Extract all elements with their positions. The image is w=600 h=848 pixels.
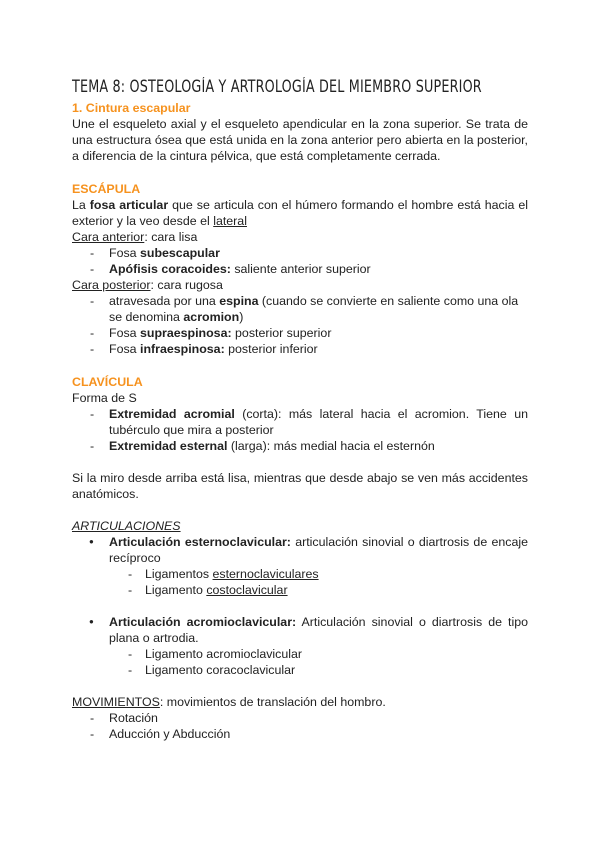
bold-term: acromion	[183, 310, 240, 324]
paragraph-fosa-articular	[72, 197, 528, 229]
text-span: posterior inferior	[224, 342, 318, 356]
text-span: Fosa	[109, 342, 140, 356]
list-item: - Ligamento coracoclavicular	[72, 662, 528, 678]
movimientos-line	[72, 694, 528, 710]
text-span: (corta): más lateral hacia el acromion. Tiene un tubérculo que mira a posterior	[109, 407, 528, 437]
cara-anterior-label: Cara anterior	[72, 230, 145, 244]
paragraph-nota-clavicula: Si la miro desde arriba está lisa, mientras que desde abajo se ven más accidentes anatómicos.	[72, 471, 528, 501]
movimientos-list	[72, 710, 528, 742]
bold-term: Articulación esternoclavicular:	[109, 535, 291, 549]
text-span: Ligamento	[145, 583, 207, 597]
text-span: articulación sinovial o diartrosis de encaje recíproco	[109, 535, 528, 565]
bold-term: Apófisis coracoides:	[109, 262, 231, 276]
list-item	[72, 245, 528, 261]
cara-posterior-line	[72, 277, 528, 293]
text-span: La	[72, 198, 90, 212]
text-span: Fosa	[109, 246, 140, 260]
bold-term: infraespinosa:	[140, 342, 225, 356]
bold-term: espina	[219, 294, 259, 308]
text-span: atravesada por una	[109, 294, 220, 308]
ligamentos-list-2	[72, 646, 528, 678]
text-span: Articulación sinovial o diartrosis de tipo plana o artrodia.	[109, 615, 529, 645]
list-item	[72, 438, 528, 454]
forma-line: Forma de S	[72, 391, 137, 405]
list-item	[72, 534, 528, 566]
bold-term: subescapular	[140, 246, 220, 260]
cara-posterior-list	[72, 293, 528, 357]
spacer	[72, 502, 528, 518]
spacer	[72, 598, 528, 614]
list-item	[72, 406, 528, 438]
paragraph-cintura: Une el esqueleto axial y el esqueleto apendicular en la zona superior. Se trata de una estructura ósea que está unida en la zona anterior pero abierta en la posterior, a diferencia de la cintura pélvica, que está completamente cerrada.	[72, 117, 528, 163]
bold-term: fosa articular	[89, 198, 169, 212]
section-heading-cintura: 1. Cintura escapular	[72, 101, 191, 115]
spacer	[72, 454, 528, 470]
bold-term: Extremidad esternal	[109, 439, 228, 453]
text-span: (cuando se convierte en saliente como una ola se denomina	[109, 294, 519, 324]
underlined-term: lateral	[213, 214, 247, 228]
underlined-term: esternoclaviculares	[212, 567, 319, 581]
text-span: (larga): más medial hacia el esternón	[227, 439, 435, 453]
text-span: posterior superior	[231, 326, 332, 340]
list-item: - Rotación	[72, 710, 528, 726]
articulaciones-list-2	[72, 614, 528, 646]
text-span: : cara rugosa	[150, 278, 223, 292]
articulaciones-heading: ARTICULACIONES	[72, 519, 181, 533]
list-item	[72, 325, 528, 341]
document-page	[72, 76, 528, 742]
articulaciones-list-1	[72, 534, 528, 566]
list-item	[72, 341, 528, 357]
articulaciones-heading-line	[72, 518, 528, 534]
bold-term: Extremidad acromial	[109, 407, 235, 421]
page-title: TEMA 8: OSTEOLOGÍA Y ARTROLOGÍA DEL MIEMBRO SUPERIOR	[72, 77, 482, 96]
text-span: Ligamentos	[145, 567, 213, 581]
underlined-term: costoclavicular	[206, 583, 288, 597]
list-item: - Aducción y Abducción	[72, 726, 528, 742]
bold-term: Articulación acromioclavicular:	[109, 615, 297, 629]
movimientos-label: MOVIMIENTOS	[72, 695, 160, 709]
text-span: saliente anterior superior	[230, 262, 371, 276]
text-span: Fosa	[109, 326, 140, 340]
list-item	[72, 566, 528, 582]
list-item	[72, 293, 528, 325]
text-span: : movimientos de translación del hombro.	[159, 695, 386, 709]
list-item: - Ligamento acromioclavicular	[72, 646, 528, 662]
section-heading-escapula: ESCÁPULA	[72, 182, 141, 196]
list-item	[72, 614, 528, 646]
bold-term: supraespinosa:	[140, 326, 232, 340]
section-heading-clavicula: CLAVÍCULA	[72, 375, 143, 389]
cara-posterior-label: Cara posterior	[72, 278, 151, 292]
text-span: que se articula con el húmero formando el hombre está hacia el exterior y la veo desde el	[72, 198, 528, 228]
cara-anterior-list	[72, 245, 528, 277]
text-span: )	[239, 310, 244, 324]
text-span: : cara lisa	[144, 230, 198, 244]
list-item	[72, 261, 528, 277]
clavicula-list	[72, 406, 528, 454]
ligamentos-list-1	[72, 566, 528, 598]
cara-anterior-line	[72, 229, 528, 245]
list-item	[72, 582, 528, 598]
